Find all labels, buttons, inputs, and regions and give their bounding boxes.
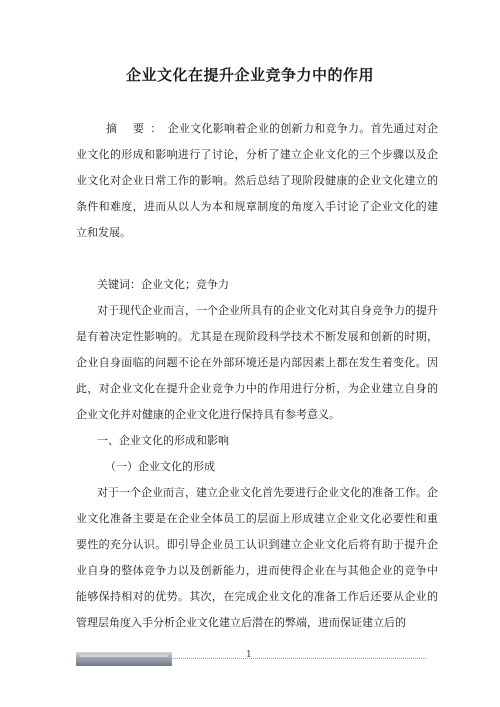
abstract-block bbox=[76, 116, 438, 246]
abstract-text: 企业文化影响着企业的创新力和竞争力。首先通过对企业文化的形成和影响进行了讨论，分析了建立企业文化的三个步骤以及企业文化对企业日常工作的影响。然后总结了现阶段健康的企业文化建立的条件和难度，进而从以人为本和规章制度的角度入手讨论了企业文化的建立和发展。 bbox=[76, 122, 438, 239]
document-title: 企业文化在提升企业竞争力中的作用 bbox=[125, 66, 374, 84]
section-heading: 一、企业文化的形成和影响 bbox=[97, 434, 229, 447]
body-paragraph: 对于一个企业而言，建立企业文化首先要进行企业文化的准备工作。企业文化准备主要是在企业全体员工的层面上形成建立企业文化必要性和重要性的充分认识。即引导企业员工认识到建立企业文化后将有助于提升企业自身的整体竞争力以及创新能力，进而使得企业在与其他企业的竞争中能够保持相对的优势。其次，在完成企业文化的准备工作后还要从企业的管理层角度入手分析企业文化建立后潜在的弊端，进而保证建立后的 bbox=[76, 486, 438, 629]
abstract-label: 摘 要： bbox=[106, 122, 168, 135]
book-decoration-icon bbox=[76, 652, 172, 666]
subsection-heading: （一）企业文化的形成 bbox=[105, 460, 215, 473]
page-number: 1 bbox=[246, 650, 252, 660]
intro-paragraph: 对于现代企业而言，一个企业所具有的企业文化对其自身竞争力的提升是有着决定性影响的。尤其是在现阶段科学技术不断发展和创新的时期，企业自身面临的问题不论在外部环境还是内部因素上都在发生着变化。因此，对企业文化在提升企业竞争力中的作用进行分析，为企业建立自身的企业文化并对健康的企业文化进行保持具有参考意义。 bbox=[76, 304, 438, 421]
keywords-line: 关键词：企业文化；竞争力 bbox=[97, 278, 229, 291]
